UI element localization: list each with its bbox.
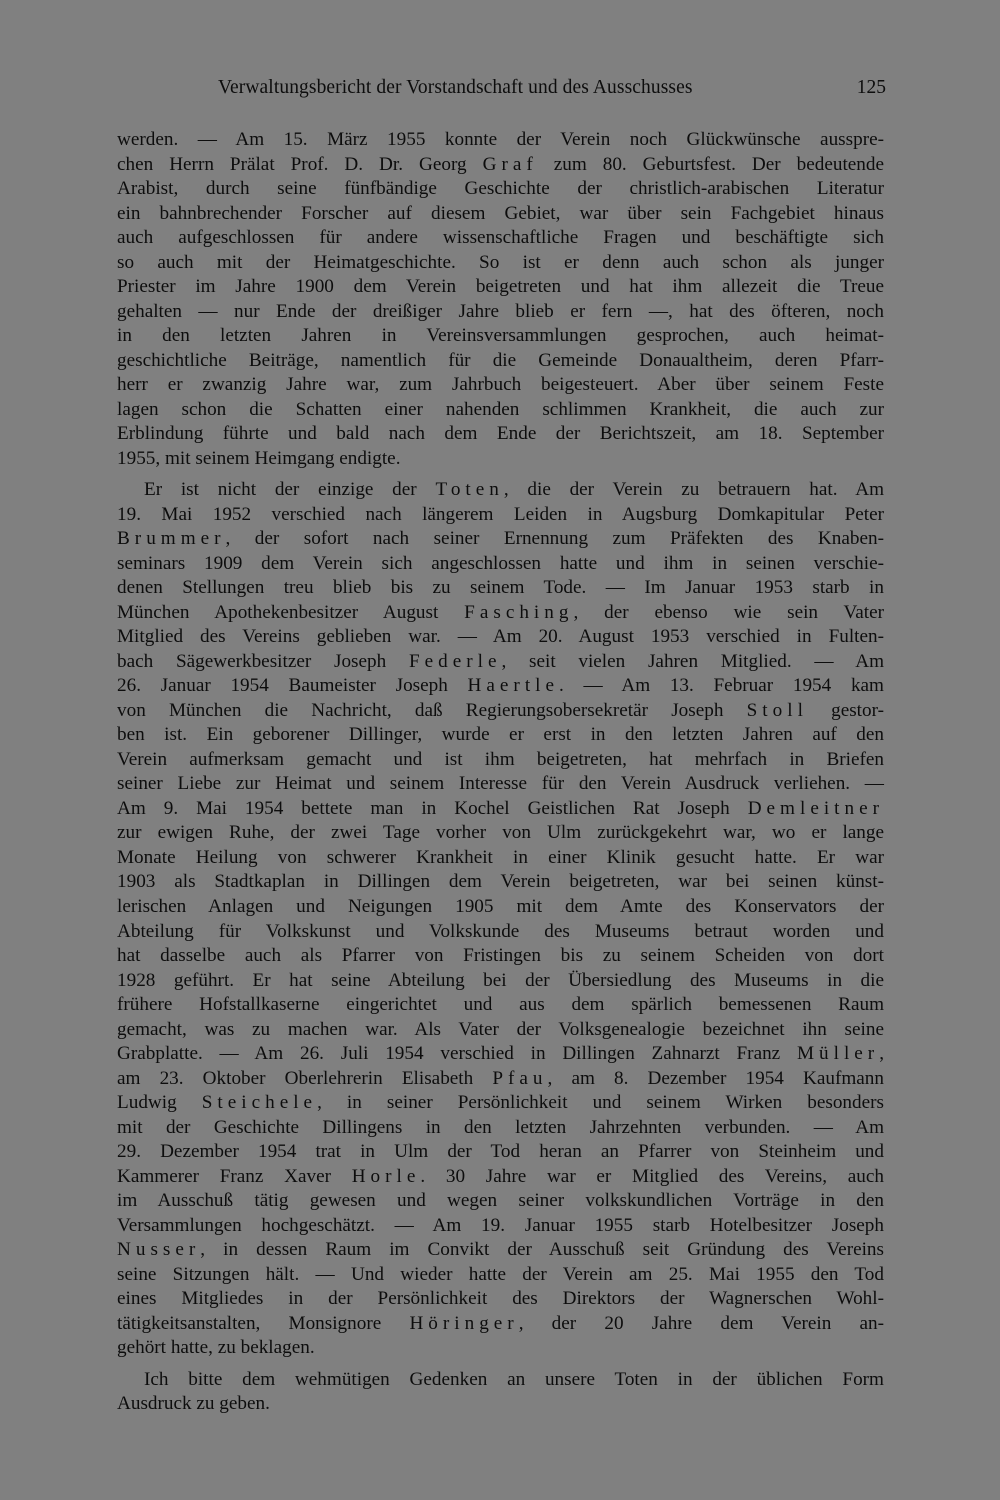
spaced-name: Pfau xyxy=(492,1067,548,1089)
text-segment: 26. Januar 1954 Baumeister Joseph xyxy=(117,675,468,697)
text-line xyxy=(117,478,884,503)
text-segment: gemacht, was zu machen war. Als Vater der Volksgenealogie bezeichnet ihn seine xyxy=(117,1018,884,1040)
paragraph xyxy=(117,128,884,471)
text-line xyxy=(117,1238,884,1263)
spaced-name: Fasching xyxy=(464,601,574,623)
spaced-name: Stoll xyxy=(746,699,808,721)
text-line xyxy=(117,527,884,552)
text-line xyxy=(117,177,884,202)
spaced-name: Nusser xyxy=(117,1239,201,1261)
paragraph-gap xyxy=(117,471,884,478)
text-segment: Arabist, durch seine fünfbändige Geschichte der christlich-arabischen Literatur xyxy=(117,178,884,200)
text-segment: eines Mitgliedes in der Persönlichkeit des Direktors der Wagnerschen Wohl- xyxy=(117,1288,884,1310)
text-segment: Priester im Jahre 1900 dem Verein beigetreten und hat ihm allezeit die Treue xyxy=(117,276,884,298)
text-segment: Er ist nicht der einzige der xyxy=(144,479,436,501)
text-segment: 1903 als Stadtkaplan in Dillingen dem Verein beigetreten, war bei seinen künst- xyxy=(117,871,884,893)
text-line xyxy=(117,1263,884,1288)
text-segment: , die der Verein zu betrauern hat. Am xyxy=(503,479,884,501)
text-line xyxy=(117,275,884,300)
page-number: 125 xyxy=(856,77,886,98)
text-line xyxy=(117,324,884,349)
text-segment: seminars 1909 dem Verein sich angeschlossen hatte und ihm in seinen verschie- xyxy=(117,552,884,574)
text-segment: gehört hatte, zu beklagen. xyxy=(117,1337,315,1359)
text-line xyxy=(117,1287,884,1312)
spaced-name: Höringer xyxy=(409,1312,519,1334)
text-line xyxy=(117,1336,884,1361)
text-line xyxy=(117,969,884,994)
text-line xyxy=(117,821,884,846)
text-line xyxy=(117,1392,884,1417)
text-line xyxy=(117,1067,884,1092)
text-segment: Monate Heilung von schwerer Krankheit in einer Klinik gesucht hatte. Er war xyxy=(117,846,884,868)
spaced-name: Horle xyxy=(351,1165,421,1187)
text-line xyxy=(117,1091,884,1116)
text-segment: werden. — Am 15. März 1955 konnte der Verein noch Glückwünsche ausspre- xyxy=(117,129,884,150)
text-line xyxy=(117,251,884,276)
text-line xyxy=(117,944,884,969)
text-segment: auch aufgeschlossen für andere wissenschaftliche Fragen und beschäftigte sich xyxy=(117,227,884,249)
text-line xyxy=(117,422,884,447)
spaced-name: Graf xyxy=(482,153,538,175)
text-segment: München Apothekenbesitzer August xyxy=(117,601,465,623)
text-segment: lagen schon die Schatten einer nahenden schlimmen Krankheit, die auch zur xyxy=(117,398,884,420)
text-line xyxy=(117,748,884,773)
text-segment: , am 8. Dezember 1954 Kaufmann xyxy=(547,1067,884,1089)
text-segment: , in seiner Persönlichkeit und seinem Wirken besonders xyxy=(317,1092,884,1114)
text-segment: Erblindung führte und bald nach dem Ende der Berichtszeit, am 18. September xyxy=(117,423,884,445)
spaced-name: Demleitner xyxy=(747,797,884,819)
text-segment: im Ausschuß tätig gewesen und wegen seiner volkskundlichen Vorträge in den xyxy=(117,1190,884,1212)
text-line xyxy=(117,1042,884,1067)
text-segment: bach Sägewerkbesitzer Joseph xyxy=(117,650,409,672)
text-line xyxy=(117,226,884,251)
text-line xyxy=(117,1018,884,1043)
text-line xyxy=(117,128,884,153)
text-segment: von München die Nachricht, daß Regierungsobersekretär Joseph xyxy=(117,699,747,721)
text-segment: zum 80. Geburtsfest. Der bedeutende xyxy=(537,153,884,175)
text-line xyxy=(117,349,884,374)
text-line xyxy=(117,625,884,650)
text-segment: 29. Dezember 1954 trat in Ulm der Tod heran an Pfarrer von Steinheim und xyxy=(117,1141,884,1163)
text-line xyxy=(117,895,884,920)
text-segment: , seit vielen Jahren Mitglied. — Am xyxy=(501,650,884,672)
text-segment: mit der Geschichte Dillingens in den letzten Jahrzehnten verbunden. — Am xyxy=(117,1116,884,1138)
text-line xyxy=(117,772,884,797)
text-line xyxy=(117,373,884,398)
text-line xyxy=(117,503,884,528)
text-line xyxy=(117,153,884,178)
text-segment: denen Stellungen treu blieb bis zu seinem Tode. — Im Januar 1953 starb in xyxy=(117,577,884,599)
text-segment: , der sofort nach seiner Ernennung zum Präfekten des Knaben- xyxy=(225,528,884,550)
text-segment: hat dasselbe auch als Pfarrer von Fristingen bis zu seinem Scheiden von dort xyxy=(117,945,884,967)
text-segment: tätigkeitsanstalten, Monsignore xyxy=(117,1312,410,1334)
text-segment: gestor- xyxy=(807,699,884,721)
text-line xyxy=(117,601,884,626)
paragraph-gap xyxy=(117,1361,884,1368)
text-line xyxy=(117,1312,884,1337)
text-segment: so auch mit der Heimatgeschichte. So ist er denn auch schon als junger xyxy=(117,251,884,273)
running-title: Verwaltungsbericht der Vorstandschaft und des Ausschusses xyxy=(218,77,693,98)
text-line xyxy=(117,1189,884,1214)
text-line xyxy=(117,846,884,871)
spaced-name: Federle xyxy=(408,650,502,672)
text-line xyxy=(117,993,884,1018)
text-segment: , der 20 Jahre dem Verein an- xyxy=(518,1312,884,1334)
spaced-name: Müller xyxy=(796,1043,880,1065)
text-segment: , xyxy=(879,1043,884,1065)
text-line xyxy=(117,797,884,822)
text-line xyxy=(117,300,884,325)
body-text xyxy=(117,128,884,1417)
text-line xyxy=(117,576,884,601)
text-segment: ein bahnbrechender Forscher auf diesem Gebiet, war über sein Fachgebiet hinaus xyxy=(117,202,884,224)
text-line xyxy=(117,1140,884,1165)
text-segment: frühere Hofstallkaserne eingerichtet und aus dem spärlich bemessenen Raum xyxy=(117,994,884,1016)
spaced-name: Brummer xyxy=(117,528,226,550)
text-line xyxy=(117,1214,884,1239)
text-line xyxy=(117,723,884,748)
text-segment: . 30 Jahre war er Mitglied des Vereins, auch xyxy=(420,1165,884,1187)
text-segment: Am 9. Mai 1954 bettete man in Kochel Geistlichen Rat Joseph xyxy=(117,797,748,819)
text-segment: lerischen Anlagen und Neigungen 1905 mit dem Amte des Konservators der xyxy=(117,895,884,917)
text-segment: Versammlungen hochgeschätzt. — Am 19. Januar 1955 starb Hotelbesitzer Joseph xyxy=(117,1214,884,1236)
text-line xyxy=(117,552,884,577)
text-segment: seine Sitzungen hält. — Und wieder hatte der Verein am 25. Mai 1955 den Tod xyxy=(117,1263,884,1285)
text-segment: herr er zwanzig Jahre war, zum Jahrbuch beigesteuert. Aber über seinem Feste xyxy=(117,374,884,396)
text-segment: seiner Liebe zur Heimat und seinem Interesse für den Verein Ausdruck verliehen. — xyxy=(117,773,884,795)
text-line xyxy=(117,920,884,945)
text-segment: Ausdruck zu geben. xyxy=(117,1393,270,1415)
text-segment: Ludwig xyxy=(117,1092,202,1114)
text-segment: Grabplatte. — Am 26. Juli 1954 verschied in Dillingen Zahnarzt Franz xyxy=(117,1043,797,1065)
text-line xyxy=(117,1116,884,1141)
text-segment: in den letzten Jahren in Vereinsversammlungen gesprochen, auch heimat- xyxy=(117,325,884,347)
text-line xyxy=(117,650,884,675)
text-segment: zur ewigen Ruhe, der zwei Tage vorher von Ulm zurückgekehrt war, wo er lange xyxy=(117,822,884,844)
spaced-name: Toten xyxy=(435,479,504,501)
text-line xyxy=(117,398,884,423)
text-segment: 19. Mai 1952 verschied nach längerem Leiden in Augsburg Domkapitular Peter xyxy=(117,503,884,525)
spaced-name: Haertle xyxy=(467,675,560,697)
text-segment: 1955, mit seinem Heimgang endigte. xyxy=(117,447,401,469)
text-segment: , der ebenso wie sein Vater xyxy=(573,601,885,623)
text-segment: Ich bitte dem wehmütigen Gedenken an unsere Toten in der üblichen Form xyxy=(144,1368,884,1390)
text-segment: gehalten — nur Ende der dreißiger Jahre blieb er fern —, hat des öfteren, noch xyxy=(117,300,884,322)
text-segment: chen Herrn Prälat Prof. D. Dr. Georg xyxy=(117,153,483,175)
text-segment: geschichtliche Beiträge, namentlich für die Gemeinde Donaualtheim, deren Pfarr- xyxy=(117,349,884,371)
text-line xyxy=(117,202,884,227)
paragraph xyxy=(117,1368,884,1417)
text-line xyxy=(117,1368,884,1393)
text-line xyxy=(117,674,884,699)
text-segment: Verein aufmerksam gemacht und ist ihm beigetreten, hat mehrfach in Briefen xyxy=(117,748,884,770)
text-segment: Kammerer Franz Xaver xyxy=(117,1165,352,1187)
text-line xyxy=(117,447,884,472)
text-segment: Abteilung für Volkskunst und Volkskunde des Museums betraut worden und xyxy=(117,920,884,942)
text-segment: am 23. Oktober Oberlehrerin Elisabeth xyxy=(117,1067,493,1089)
text-line xyxy=(117,870,884,895)
text-line xyxy=(117,699,884,724)
text-segment: ben ist. Ein geborener Dillinger, wurde er erst in den letzten Jahren auf den xyxy=(117,724,884,746)
paragraph xyxy=(117,478,884,1361)
text-segment: . — Am 13. Februar 1954 kam xyxy=(559,675,884,697)
text-line xyxy=(117,1165,884,1190)
spaced-name: Steichele xyxy=(201,1092,318,1114)
text-segment: Mitglied des Vereins geblieben war. — Am 20. August 1953 verschied in Fulten- xyxy=(117,626,884,648)
running-head xyxy=(218,77,886,107)
text-segment: , in dessen Raum im Convikt der Ausschuß seit Gründung des Vereins xyxy=(200,1239,884,1261)
text-segment: 1928 geführt. Er hat seine Abteilung bei der Übersiedlung des Museums in die xyxy=(117,969,884,991)
